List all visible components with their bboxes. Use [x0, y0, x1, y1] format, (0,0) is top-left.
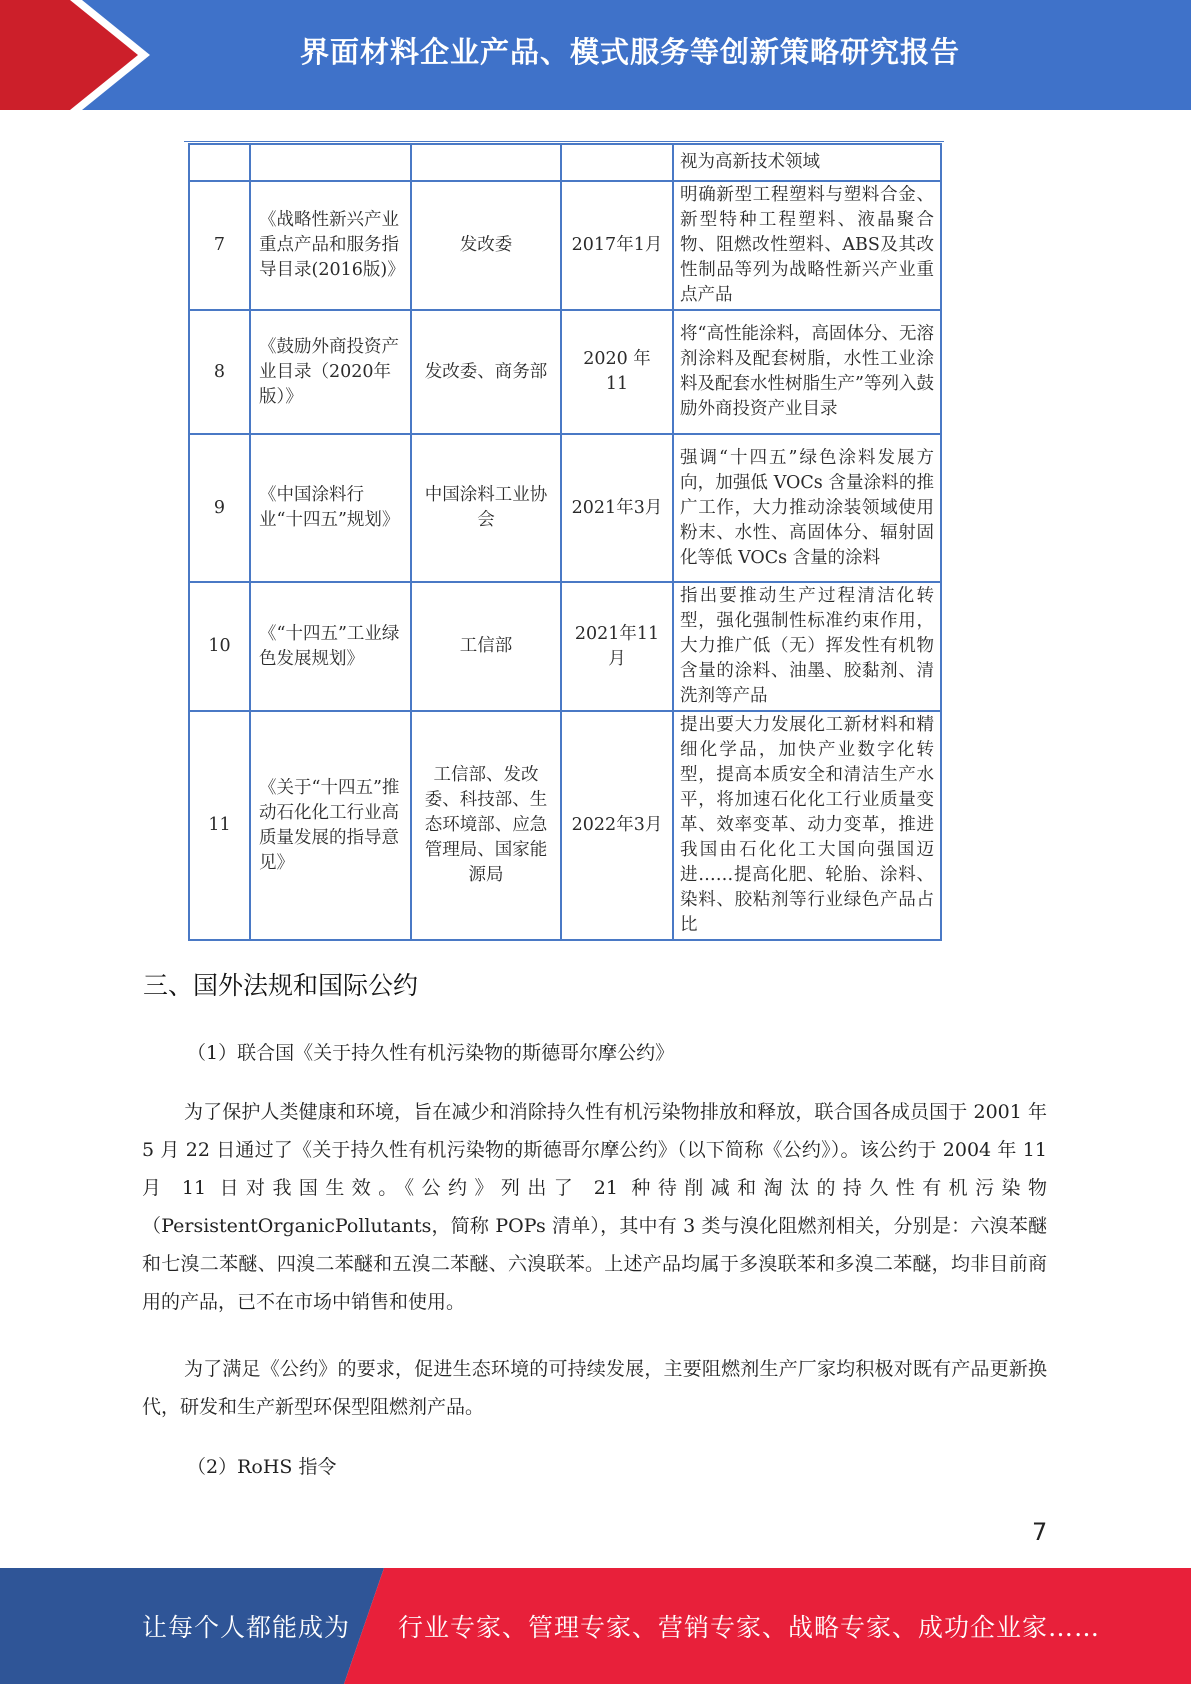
row-number: 11 [189, 711, 250, 940]
policy-agency: 工信部、发改委、科技部、生态环境部、应急管理局、国家能源局 [411, 711, 561, 940]
policy-name: 《鼓励外商投资产业目录（2020年版）》 [250, 310, 411, 434]
policy-description: 将“高性能涂料，高固体分、无溶剂涂料及配套树脂，水性工业涂料及配套水性树脂生产”等列入鼓励外商投资产业目录 [673, 310, 941, 434]
policy-date: 2021年11月 [561, 582, 673, 711]
policy-description: 指出要推动生产过程清洁化转型，强化强制性标准约束作用，大力推广低（无）挥发性有机物含量的涂料、油墨、胶黏剂、清洗剂等产品 [673, 582, 941, 711]
row-number: 9 [189, 434, 250, 582]
subsection-heading: （2）RoHS 指令 [187, 1456, 337, 1478]
table-row [189, 434, 941, 582]
subsection-heading: （1）联合国《关于持久性有机污染物的斯德哥尔摩公约》 [187, 1042, 675, 1064]
row-number: 10 [189, 582, 250, 711]
policy-table [188, 143, 942, 941]
policy-description: 视为高新技术领域 [673, 144, 941, 181]
page-number: 7 [1032, 1518, 1048, 1546]
policy-date: 2021年3月 [561, 434, 673, 582]
policy-name: 《中国涂料行业“十四五”规划》 [250, 434, 411, 582]
policy-name: 《关于“十四五”推动石化化工行业高质量发展的指导意见》 [250, 711, 411, 940]
table-row [189, 582, 941, 711]
page-footer [0, 1568, 1191, 1684]
policy-agency: 发改委 [411, 181, 561, 310]
row-number [189, 144, 250, 181]
header-arrow-icon [0, 0, 160, 110]
policy-agency: 中国涂料工业协会 [411, 434, 561, 582]
footer-slogan-left: 让每个人都能成为 [142, 1613, 351, 1642]
policy-name: 《“十四五”工业绿色发展规划》 [250, 582, 411, 711]
table-row [189, 711, 941, 940]
body-paragraph: 为了满足《公约》的要求，促进生态环境的可持续发展，主要阻燃剂生产厂家均积极对既有产品更新换代，研发和生产新型环保型阻燃剂产品。 [142, 1358, 1047, 1418]
policy-date [561, 144, 673, 181]
footer-slogan-right: 行业专家、管理专家、营销专家、战略专家、成功企业家…… [398, 1613, 1101, 1642]
policy-agency: 工信部 [411, 582, 561, 711]
policy-name: 《战略性新兴产业重点产品和服务指导目录(2016版)》 [250, 181, 411, 310]
row-number: 7 [189, 181, 250, 310]
policy-agency [411, 144, 561, 181]
table-top-rule [184, 141, 944, 142]
policy-description: 提出要大力发展化工新材料和精细化学品，加快产业数字化转型，提高本质安全和清洁生产水平，将加速石化化工行业质量变革、效率变革、动力变革，推进我国由石化化工大国向强国迈进……提高化肥、轮胎、涂料、染料、胶粘剂等行业绿色产品占比 [673, 711, 941, 940]
policy-description: 强调“十四五”绿色涂料发展方向，加强低 VOCs 含量涂料的推广工作，大力推动涂装领域使用粉末、水性、高固体分、辐射固化等低 VOCs 含量的涂料 [673, 434, 941, 582]
body-paragraph: 为了保护人类健康和环境，旨在减少和消除持久性有机污染物排放和释放，联合国各成员国于 2001 年 5 月 22 日通过了《关于持久性有机污染物的斯德哥尔摩公约》（以下简称《公约》）。该公约于 2004 年 11 月 11 日对我国生效。《公约》列出了 21 种待削减和淘汰的持久性有机污染物（PersistentOrganicPollutants，简称 POPs 清单），其中有 3 类与溴化阻燃剂相关，分别是：六溴苯醚和七溴二苯醚、四溴二苯醚和五溴二苯醚、六溴联苯。上述产品均属于多溴联苯和多溴二苯醚，均非目前商用的产品，已不在市场中销售和使用。 [142, 1101, 1047, 1313]
policy-date: 2017年1月 [561, 181, 673, 310]
policy-name [250, 144, 411, 181]
table-row [189, 144, 941, 181]
policy-description: 明确新型工程塑料与塑料合金、新型特种工程塑料、液晶聚合物、阻燃改性塑料、ABS及其改性制品等列为战略性新兴产业重点产品 [673, 181, 941, 310]
row-number: 8 [189, 310, 250, 434]
section-heading: 三、国外法规和国际公约 [143, 971, 419, 1000]
table-row [189, 310, 941, 434]
policy-date: 2020 年 11 [561, 310, 673, 434]
document-title: 界面材料企业产品、模式服务等创新策略研究报告 [299, 34, 960, 69]
policy-agency: 发改委、商务部 [411, 310, 561, 434]
policy-date: 2022年3月 [561, 711, 673, 940]
page-header [0, 0, 1191, 110]
table-row [189, 181, 941, 310]
